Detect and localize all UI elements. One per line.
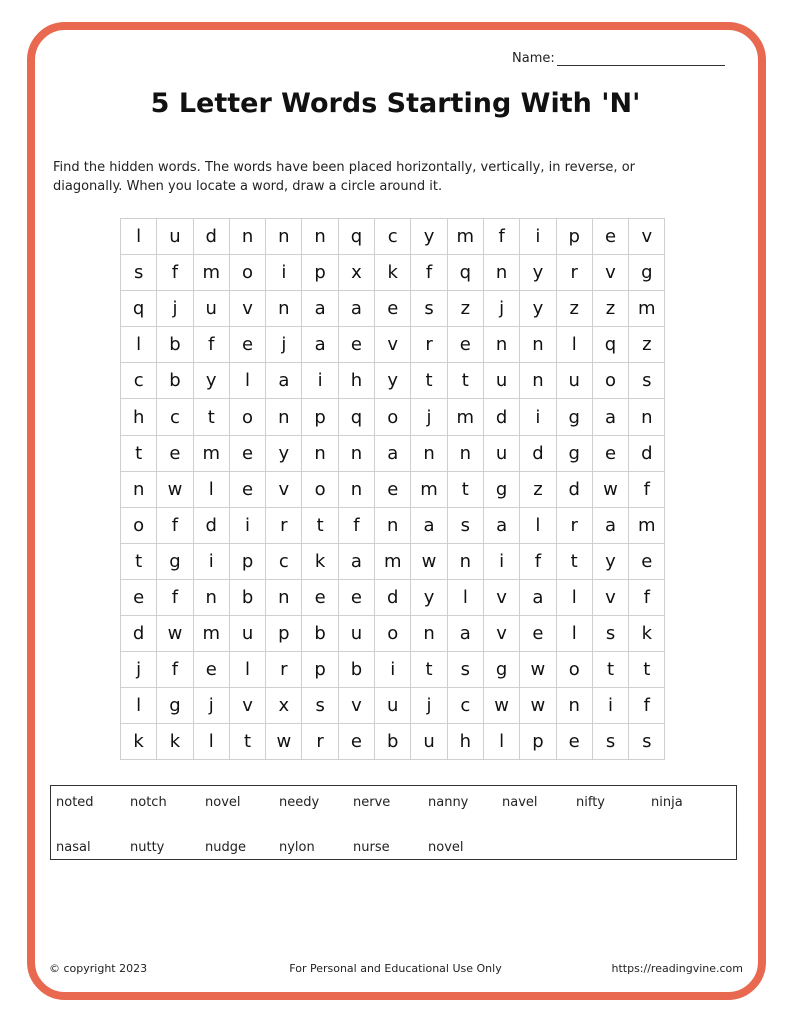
grid-cell[interactable]: o — [121, 507, 157, 543]
grid-cell[interactable]: e — [520, 616, 556, 652]
grid-cell[interactable]: o — [229, 399, 265, 435]
grid-cell[interactable]: v — [592, 579, 628, 615]
grid-cell[interactable]: k — [629, 616, 665, 652]
grid-cell[interactable]: i — [193, 543, 229, 579]
grid-cell[interactable]: y — [193, 363, 229, 399]
grid-cell[interactable]: n — [266, 579, 302, 615]
grid-cell[interactable]: g — [556, 399, 592, 435]
grid-cell[interactable]: y — [592, 543, 628, 579]
grid-cell[interactable]: g — [629, 255, 665, 291]
grid-cell[interactable]: v — [629, 219, 665, 255]
grid-cell[interactable]: i — [520, 399, 556, 435]
grid-row — [121, 327, 665, 363]
grid-cell[interactable]: t — [121, 435, 157, 471]
grid-cell[interactable]: v — [338, 688, 374, 724]
grid-cell[interactable]: q — [338, 219, 374, 255]
grid-cell[interactable]: f — [629, 579, 665, 615]
grid-cell[interactable]: f — [193, 327, 229, 363]
grid-cell[interactable]: i — [302, 363, 338, 399]
grid-cell[interactable]: a — [483, 507, 519, 543]
grid-cell[interactable]: a — [338, 291, 374, 327]
grid-cell[interactable]: l — [556, 579, 592, 615]
grid-cell[interactable]: k — [302, 543, 338, 579]
grid-cell[interactable]: b — [375, 724, 411, 760]
grid-cell[interactable]: s — [411, 291, 447, 327]
grid-cell[interactable]: n — [520, 363, 556, 399]
grid-cell[interactable]: v — [592, 255, 628, 291]
name-field — [512, 51, 725, 66]
grid-cell[interactable]: g — [483, 652, 519, 688]
grid-cell[interactable]: e — [592, 435, 628, 471]
grid-cell[interactable]: i — [592, 688, 628, 724]
grid-cell[interactable]: p — [302, 399, 338, 435]
grid-cell[interactable]: v — [266, 471, 302, 507]
grid-cell[interactable]: f — [629, 688, 665, 724]
grid-cell[interactable]: w — [520, 688, 556, 724]
word-list-item: nylon — [279, 840, 315, 855]
grid-cell[interactable]: w — [266, 724, 302, 760]
grid-cell[interactable]: t — [447, 471, 483, 507]
grid-cell[interactable]: e — [121, 579, 157, 615]
word-search-grid — [120, 218, 665, 760]
grid-cell[interactable]: h — [447, 724, 483, 760]
grid-cell[interactable]: f — [157, 652, 193, 688]
grid-cell[interactable]: g — [483, 471, 519, 507]
grid-row — [121, 399, 665, 435]
grid-cell[interactable]: d — [193, 507, 229, 543]
grid-cell[interactable]: c — [266, 543, 302, 579]
grid-cell[interactable]: u — [157, 219, 193, 255]
grid-cell[interactable]: r — [266, 507, 302, 543]
grid-row — [121, 219, 665, 255]
grid-cell[interactable]: a — [520, 579, 556, 615]
grid-row — [121, 363, 665, 399]
grid-cell[interactable]: c — [121, 363, 157, 399]
grid-cell[interactable]: m — [629, 291, 665, 327]
word-list-item: novel — [428, 840, 464, 855]
grid-cell[interactable]: j — [121, 652, 157, 688]
word-list-item: nifty — [576, 795, 605, 810]
usage-text: For Personal and Educational Use Only — [289, 962, 502, 975]
grid-cell[interactable]: t — [411, 363, 447, 399]
grid-cell[interactable]: d — [121, 616, 157, 652]
grid-cell[interactable]: k — [157, 724, 193, 760]
grid-cell[interactable]: f — [338, 507, 374, 543]
grid-cell[interactable]: i — [375, 652, 411, 688]
grid-cell[interactable]: q — [338, 399, 374, 435]
grid-cell[interactable]: a — [338, 543, 374, 579]
grid-cell[interactable]: j — [193, 688, 229, 724]
grid-cell[interactable]: n — [411, 435, 447, 471]
grid-cell[interactable]: m — [411, 471, 447, 507]
grid-cell[interactable]: q — [592, 327, 628, 363]
grid-cell[interactable]: m — [193, 435, 229, 471]
grid-cell[interactable]: f — [157, 255, 193, 291]
grid-cell[interactable]: x — [266, 688, 302, 724]
word-list-item: nudge — [205, 840, 246, 855]
grid-cell[interactable]: n — [266, 291, 302, 327]
site-url: https://readingvine.com — [611, 962, 743, 975]
grid-cell[interactable]: v — [229, 688, 265, 724]
grid-cell[interactable]: e — [338, 724, 374, 760]
grid-cell[interactable]: m — [447, 219, 483, 255]
grid-cell[interactable]: i — [520, 219, 556, 255]
grid-cell[interactable]: f — [483, 219, 519, 255]
grid-cell[interactable]: n — [266, 399, 302, 435]
grid-row — [121, 291, 665, 327]
grid-cell[interactable]: w — [483, 688, 519, 724]
grid-cell[interactable]: l — [556, 616, 592, 652]
grid-cell[interactable]: c — [447, 688, 483, 724]
word-list-box — [50, 785, 737, 860]
grid-cell[interactable]: u — [411, 724, 447, 760]
grid-cell[interactable]: n — [302, 435, 338, 471]
grid-cell[interactable]: c — [375, 219, 411, 255]
grid-cell[interactable]: a — [302, 327, 338, 363]
grid-cell[interactable]: j — [157, 291, 193, 327]
grid-cell[interactable]: n — [629, 399, 665, 435]
grid-cell[interactable]: t — [629, 652, 665, 688]
grid-cell[interactable]: s — [447, 652, 483, 688]
grid-cell[interactable]: f — [520, 543, 556, 579]
grid-cell[interactable]: p — [229, 543, 265, 579]
grid-cell[interactable]: l — [121, 327, 157, 363]
grid-cell[interactable]: t — [193, 399, 229, 435]
grid-cell[interactable]: q — [447, 255, 483, 291]
grid-cell[interactable]: m — [193, 255, 229, 291]
grid-cell[interactable]: w — [592, 471, 628, 507]
grid-cell[interactable]: i — [266, 255, 302, 291]
grid-cell[interactable]: e — [338, 579, 374, 615]
grid-cell[interactable]: z — [520, 471, 556, 507]
grid-cell[interactable]: s — [121, 255, 157, 291]
grid-row — [121, 507, 665, 543]
grid-cell[interactable]: m — [193, 616, 229, 652]
grid-cell[interactable]: b — [229, 579, 265, 615]
grid-cell[interactable]: l — [193, 724, 229, 760]
grid-row — [121, 688, 665, 724]
grid-cell[interactable]: p — [302, 652, 338, 688]
grid-cell[interactable]: e — [375, 291, 411, 327]
grid-cell[interactable]: l — [229, 652, 265, 688]
grid-cell[interactable]: d — [193, 219, 229, 255]
grid-cell[interactable]: l — [556, 327, 592, 363]
grid-cell[interactable]: f — [157, 507, 193, 543]
instructions-text: Find the hidden words. The words have been placed horizontally, vertically, in reverse, or diagonally. When you locate a word, draw a circle around it. — [53, 160, 635, 194]
grid-cell[interactable]: n — [447, 543, 483, 579]
grid-cell[interactable]: t — [302, 507, 338, 543]
grid-cell[interactable]: u — [483, 363, 519, 399]
grid-cell[interactable]: n — [483, 255, 519, 291]
grid-cell[interactable]: h — [121, 399, 157, 435]
grid-cell[interactable]: z — [556, 291, 592, 327]
grid-cell[interactable]: q — [121, 291, 157, 327]
grid-cell[interactable]: o — [302, 471, 338, 507]
grid-row — [121, 724, 665, 760]
grid-row — [121, 579, 665, 615]
grid-cell[interactable]: n — [556, 688, 592, 724]
grid-cell[interactable]: w — [411, 543, 447, 579]
grid-row — [121, 652, 665, 688]
word-list-item: ninja — [651, 795, 683, 810]
grid-cell[interactable]: d — [556, 471, 592, 507]
grid-cell[interactable]: f — [157, 579, 193, 615]
grid-cell[interactable]: l — [520, 507, 556, 543]
grid-cell[interactable]: v — [375, 327, 411, 363]
grid-cell[interactable]: s — [592, 724, 628, 760]
grid-cell[interactable]: n — [302, 219, 338, 255]
grid-cell[interactable]: r — [556, 507, 592, 543]
word-list-item: novel — [205, 795, 241, 810]
grid-cell[interactable]: l — [121, 219, 157, 255]
name-label: Name: — [512, 51, 555, 66]
grid-cell[interactable]: f — [411, 255, 447, 291]
grid-cell[interactable]: s — [447, 507, 483, 543]
grid-cell[interactable]: w — [157, 471, 193, 507]
grid-cell[interactable]: j — [266, 327, 302, 363]
grid-cell[interactable]: u — [229, 616, 265, 652]
grid-cell[interactable]: j — [411, 688, 447, 724]
grid-cell[interactable]: t — [411, 652, 447, 688]
grid-cell[interactable]: n — [411, 616, 447, 652]
grid-cell[interactable]: n — [266, 219, 302, 255]
grid-cell[interactable]: l — [121, 688, 157, 724]
grid-cell[interactable]: a — [592, 507, 628, 543]
grid-cell[interactable]: t — [556, 543, 592, 579]
grid-cell[interactable]: a — [266, 363, 302, 399]
grid-cell[interactable]: n — [375, 507, 411, 543]
word-list-item: nerve — [353, 795, 391, 810]
grid-cell[interactable]: b — [157, 363, 193, 399]
grid-cell[interactable]: e — [556, 724, 592, 760]
word-list-item: nanny — [428, 795, 469, 810]
grid-cell[interactable]: e — [157, 435, 193, 471]
copyright-text: © copyright 2023 — [49, 962, 148, 975]
grid-cell[interactable]: y — [375, 363, 411, 399]
grid-cell[interactable]: l — [447, 579, 483, 615]
grid-cell[interactable]: o — [375, 616, 411, 652]
grid-cell[interactable]: d — [520, 435, 556, 471]
grid-cell[interactable]: t — [592, 652, 628, 688]
grid-cell[interactable]: k — [375, 255, 411, 291]
grid-cell[interactable]: y — [266, 435, 302, 471]
grid-cell[interactable]: e — [629, 543, 665, 579]
grid-cell[interactable]: s — [592, 616, 628, 652]
grid-cell[interactable]: n — [229, 219, 265, 255]
grid-cell[interactable]: t — [229, 724, 265, 760]
grid-cell[interactable]: y — [411, 219, 447, 255]
grid-cell[interactable]: y — [520, 255, 556, 291]
grid-cell[interactable]: n — [483, 327, 519, 363]
grid-cell[interactable]: a — [447, 616, 483, 652]
grid-cell[interactable]: u — [193, 291, 229, 327]
grid-cell[interactable]: g — [556, 435, 592, 471]
grid-cell[interactable]: s — [629, 363, 665, 399]
grid-row — [121, 435, 665, 471]
grid-cell[interactable]: g — [157, 543, 193, 579]
grid-cell[interactable]: n — [338, 471, 374, 507]
grid-cell[interactable]: v — [483, 616, 519, 652]
grid-cell[interactable]: o — [556, 652, 592, 688]
grid-cell[interactable]: e — [302, 579, 338, 615]
name-blank-line — [557, 53, 725, 66]
grid-cell[interactable]: t — [121, 543, 157, 579]
grid-cell[interactable]: p — [520, 724, 556, 760]
grid-row — [121, 616, 665, 652]
grid-cell[interactable]: e — [375, 471, 411, 507]
word-list-item: nurse — [353, 840, 390, 855]
grid-cell[interactable]: o — [375, 399, 411, 435]
grid-cell[interactable]: l — [483, 724, 519, 760]
grid-cell[interactable]: l — [229, 363, 265, 399]
grid-cell[interactable]: a — [375, 435, 411, 471]
grid-cell[interactable]: y — [520, 291, 556, 327]
grid-cell[interactable]: b — [338, 652, 374, 688]
grid-cell[interactable]: r — [302, 724, 338, 760]
grid-cell[interactable]: d — [483, 399, 519, 435]
word-list-item: nasal — [56, 840, 91, 855]
grid-cell[interactable]: x — [338, 255, 374, 291]
word-list-item: navel — [502, 795, 538, 810]
grid-cell[interactable]: u — [375, 688, 411, 724]
grid-cell[interactable]: k — [121, 724, 157, 760]
grid-cell[interactable]: l — [193, 471, 229, 507]
grid-cell[interactable]: e — [447, 327, 483, 363]
grid-cell[interactable]: y — [411, 579, 447, 615]
grid-cell[interactable]: e — [229, 435, 265, 471]
grid-cell[interactable]: e — [229, 327, 265, 363]
word-list-item: nutty — [130, 840, 165, 855]
grid-cell[interactable]: m — [447, 399, 483, 435]
grid-cell[interactable]: r — [556, 255, 592, 291]
grid-cell[interactable]: e — [592, 219, 628, 255]
word-list-item: noted — [56, 795, 94, 810]
grid-cell[interactable]: e — [338, 327, 374, 363]
grid-cell[interactable]: d — [375, 579, 411, 615]
grid-cell[interactable]: n — [520, 327, 556, 363]
grid-row — [121, 471, 665, 507]
grid-cell[interactable]: j — [411, 399, 447, 435]
grid-cell[interactable]: g — [157, 688, 193, 724]
grid-cell[interactable]: e — [193, 652, 229, 688]
grid-cell[interactable]: n — [338, 435, 374, 471]
word-list-item: notch — [130, 795, 167, 810]
grid-cell[interactable]: w — [157, 616, 193, 652]
grid-cell[interactable]: b — [302, 616, 338, 652]
grid-cell[interactable]: p — [556, 219, 592, 255]
grid-cell[interactable]: n — [121, 471, 157, 507]
grid-cell[interactable]: r — [411, 327, 447, 363]
grid-cell[interactable]: p — [266, 616, 302, 652]
grid-cell[interactable]: a — [592, 399, 628, 435]
grid-cell[interactable]: i — [229, 507, 265, 543]
grid-cell[interactable]: n — [193, 579, 229, 615]
grid-cell[interactable]: u — [338, 616, 374, 652]
grid-cell[interactable]: z — [629, 327, 665, 363]
grid-cell[interactable]: e — [229, 471, 265, 507]
grid-cell[interactable]: c — [157, 399, 193, 435]
grid-cell[interactable]: z — [592, 291, 628, 327]
grid-cell[interactable]: v — [483, 579, 519, 615]
grid-cell[interactable]: s — [302, 688, 338, 724]
grid-cell[interactable]: p — [302, 255, 338, 291]
grid-cell[interactable]: u — [483, 435, 519, 471]
grid-cell[interactable]: r — [266, 652, 302, 688]
grid-cell[interactable]: h — [338, 363, 374, 399]
grid-cell[interactable]: a — [411, 507, 447, 543]
word-list-item: needy — [279, 795, 320, 810]
grid-cell[interactable]: o — [592, 363, 628, 399]
grid-cell[interactable]: j — [483, 291, 519, 327]
grid-row — [121, 543, 665, 579]
grid-cell[interactable]: o — [229, 255, 265, 291]
grid-cell[interactable]: m — [375, 543, 411, 579]
grid-row — [121, 255, 665, 291]
grid-cell[interactable]: u — [556, 363, 592, 399]
page-title: 5 Letter Words Starting With 'N' — [150, 88, 641, 119]
grid-cell[interactable]: b — [157, 327, 193, 363]
grid-cell[interactable]: s — [629, 724, 665, 760]
grid-cell[interactable]: t — [447, 363, 483, 399]
grid-cell[interactable]: m — [629, 507, 665, 543]
grid-cell[interactable]: a — [302, 291, 338, 327]
grid-cell[interactable]: w — [520, 652, 556, 688]
grid-cell[interactable]: d — [629, 435, 665, 471]
grid-cell[interactable]: i — [483, 543, 519, 579]
grid-cell[interactable]: v — [229, 291, 265, 327]
grid-cell[interactable]: z — [447, 291, 483, 327]
grid-cell[interactable]: f — [629, 471, 665, 507]
grid-cell[interactable]: n — [447, 435, 483, 471]
